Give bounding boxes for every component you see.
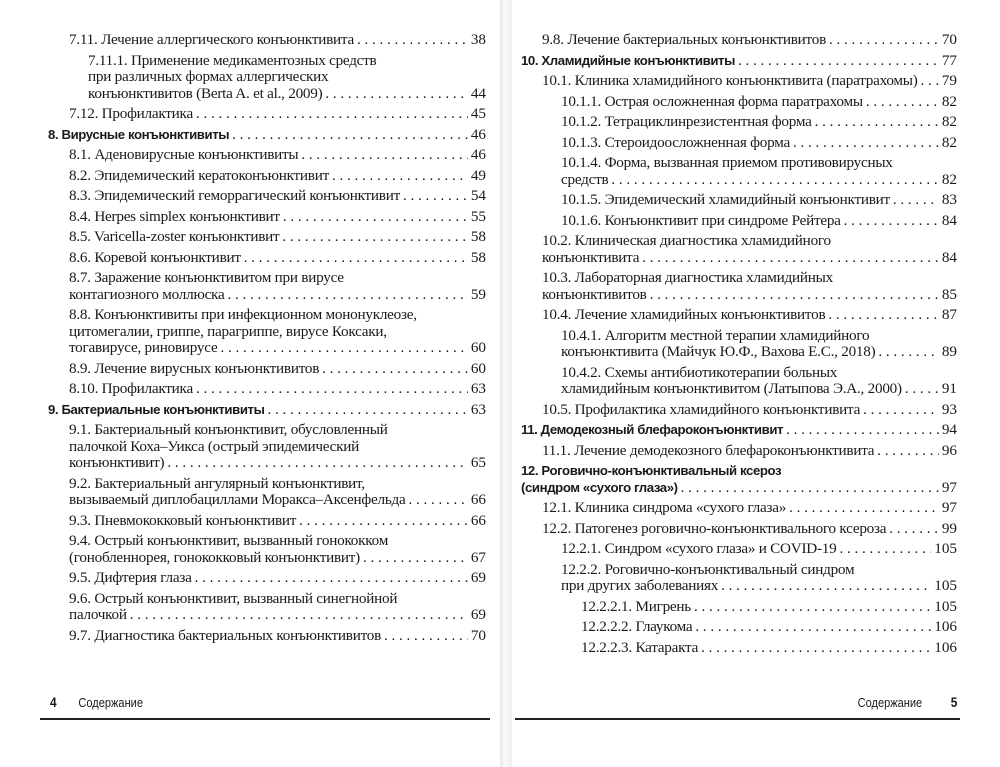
entry-page-number: 70 (941, 31, 957, 48)
dot-leader (283, 209, 468, 226)
entry-title-line: 10.5. Профилактика хламидийного конъюнктивита (542, 400, 861, 418)
entry-title-line: 12.2.2.1. Мигрень (581, 597, 691, 615)
dot-leader (863, 402, 939, 419)
toc-entry (48, 570, 486, 587)
dot-leader (681, 480, 939, 497)
entry-page-number: 89 (941, 343, 957, 360)
entry-last-line (69, 188, 486, 205)
toc-entry (521, 500, 957, 517)
dot-leader (839, 541, 931, 558)
entry-page-number: 77 (941, 51, 957, 69)
entry-last-line (69, 147, 486, 164)
entry-page-number: 99 (941, 519, 957, 537)
dot-leader (793, 135, 939, 152)
entry-title-line: 9.1. Бактериальный конъюнктивит, обусловленный (69, 421, 388, 438)
entry-last-line (561, 541, 957, 558)
entry-title-line: 8.2. Эпидемический кератоконъюнктивит (69, 166, 329, 184)
toc-entry (48, 533, 486, 566)
toc-entry (48, 53, 486, 103)
entry-last-line (521, 480, 957, 497)
entry-last-line (581, 619, 957, 636)
right-page-toc (521, 32, 957, 660)
dot-leader (244, 250, 468, 267)
entry-page-number: 84 (941, 211, 957, 229)
toc-entry (521, 619, 957, 636)
dot-leader (828, 307, 938, 324)
entry-title-line: 10.1.1. Острая осложненная форма паратрахомы (561, 92, 863, 110)
entry-page-number: 38 (470, 31, 486, 48)
entry-last-line (542, 402, 957, 419)
entry-page-number: 58 (470, 228, 486, 245)
entry-page-number: 63 (470, 400, 486, 418)
toc-entry (521, 599, 957, 616)
entry-title-line: цитомегалии, гриппе, парагриппе, вирусе Коксаки, (69, 322, 387, 340)
toc-entry (521, 32, 957, 49)
dot-leader (844, 213, 939, 230)
entry-last-line (561, 172, 957, 189)
entry-title-line: 10. Хламидийные конъюнктивиты (521, 52, 735, 68)
entry-title-line: 12.1. Клиника синдрома «сухого глаза» (542, 499, 787, 516)
entry-page-number: 63 (470, 380, 486, 397)
entry-last-line (69, 381, 486, 398)
entry-title-line: 9.3. Пневмококковый конъюнктивит (69, 511, 297, 529)
toc-entry (521, 541, 957, 558)
toc-chapter-entry (48, 127, 486, 144)
entry-title-line: 8.8. Конъюнктивиты при инфекционном мононуклеозе, (69, 306, 417, 323)
left-page-toc (48, 32, 486, 648)
entry-title-line: 10.1.4. Форма, вызванная приемом противовирусных (561, 154, 893, 171)
entry-title-line: конъюнктивитов (542, 285, 647, 303)
dot-leader (829, 32, 939, 49)
entry-page-number: 60 (470, 359, 486, 377)
dot-leader (789, 500, 939, 517)
entry-last-line (69, 106, 486, 123)
entry-page-number: 91 (941, 380, 957, 397)
entry-title-line: 7.12. Профилактика (69, 105, 193, 122)
entry-title-line: конъюнктивита (Майчук Ю.Ф., Вахова Е.С., 2018) (561, 343, 876, 360)
entry-title-line: при различных формах аллергических (88, 68, 329, 85)
entry-title-line: 10.1.6. Конъюнктивит при синдроме Рейтера (561, 211, 841, 229)
toc-chapter-entry (521, 53, 957, 70)
entry-last-line (48, 402, 486, 419)
entry-page-number: 83 (941, 191, 957, 208)
toc-entry (521, 213, 957, 230)
entry-last-line (561, 94, 957, 111)
dot-leader (650, 287, 939, 304)
dot-leader (325, 86, 467, 103)
entry-last-line (561, 213, 957, 230)
entry-page-number: 46 (470, 146, 486, 163)
footer-rule (515, 718, 960, 720)
toc-entry (521, 328, 957, 361)
toc-entry (48, 307, 486, 357)
entry-title-line: 10.1. Клиника хламидийного конъюнктивита (паратрахомы) (542, 72, 918, 89)
entry-title-line: 8.6. Коревой конъюнктивит (69, 248, 241, 266)
entry-title-line: конъюнктивит) (69, 454, 165, 471)
dot-leader (611, 172, 938, 189)
toc-entry (48, 250, 486, 267)
entry-last-line (542, 32, 957, 49)
toc-entry (521, 94, 957, 111)
left-page-footer (50, 694, 143, 710)
entry-page-number: 97 (941, 478, 957, 496)
toc-entry (48, 147, 486, 164)
toc-entry (521, 155, 957, 188)
entry-page-number: 66 (470, 511, 486, 529)
entry-last-line (69, 32, 486, 49)
dot-leader (905, 381, 939, 398)
entry-title-line: 12. Роговично-конъюнктивальный ксероз (521, 463, 782, 478)
entry-page-number: 70 (470, 626, 486, 644)
entry-page-number: 69 (470, 606, 486, 623)
entry-title-line: контагиозного моллюска (69, 285, 225, 303)
dot-leader (384, 628, 468, 645)
entry-title-line: 9.5. Дифтерия глаза (69, 569, 192, 586)
entry-page-number: 55 (470, 207, 486, 225)
entry-title-line: 10.2. Клиническая диагностика хламидийного (542, 232, 831, 249)
entry-title-line: 11. Демодекозный блефароконъюнктивит (521, 422, 784, 437)
toc-entry (48, 188, 486, 205)
entry-last-line (69, 168, 486, 185)
entry-title-line: средств (561, 170, 609, 188)
entry-last-line (581, 599, 957, 616)
toc-entry (521, 73, 957, 90)
entry-title-line: 8.3. Эпидемический геморрагический конъюнктивит (69, 187, 400, 204)
entry-title-line: 9.8. Лечение бактериальных конъюнктивитов (542, 31, 827, 48)
toc-entry (521, 307, 957, 324)
entry-last-line (69, 287, 486, 304)
entry-title-line: тогавирусе, риновирусе (69, 339, 218, 356)
entry-title-line: 8.1. Аденовирусные конъюнктивиты (69, 146, 299, 163)
entry-title-line: 10.4.2. Схемы антибиотикотерапии больных (561, 363, 838, 381)
entry-title-line: 9.7. Диагностика бактериальных конъюнктивитов (69, 626, 382, 644)
entry-page-number: 106 (934, 638, 957, 656)
entry-title-line: 8.10. Профилактика (69, 380, 193, 397)
entry-last-line (542, 443, 957, 460)
entry-page-number: 49 (470, 166, 486, 184)
toc-chapter-entry (48, 402, 486, 419)
entry-title-line: 10.1.2. Тетрациклинрезистентная форма (561, 113, 812, 130)
entry-page-number: 97 (941, 499, 957, 516)
entry-title-line: 10.1.3. Стероидоосложненная форма (561, 133, 790, 151)
dot-leader (220, 340, 467, 357)
entry-title-line: 10.4. Лечение хламидийных конъюнктивитов (542, 306, 826, 323)
dot-leader (878, 344, 938, 361)
dot-leader (227, 287, 467, 304)
entry-last-line (521, 422, 957, 439)
dot-leader (815, 114, 939, 131)
entry-page-number: 94 (941, 421, 957, 438)
dot-leader (408, 492, 467, 509)
entry-title-line: конъюнктивитов (Berta A. et al., 2009) (88, 84, 323, 102)
entry-last-line (69, 209, 486, 226)
toc-entry (48, 168, 486, 185)
right-page-footer (857, 694, 957, 710)
dot-leader (738, 53, 939, 70)
toc-entry (48, 422, 486, 472)
entry-title-line: 8.5. Varicella-zoster конъюнктивит (69, 228, 280, 245)
entry-page-number: 45 (470, 105, 486, 122)
dot-leader (332, 168, 468, 185)
entry-title-line: 7.11.1. Применение медикаментозных средств (88, 51, 377, 69)
entry-page-number: 65 (470, 454, 486, 471)
entry-page-number: 105 (934, 577, 957, 594)
entry-last-line (542, 307, 957, 324)
dot-leader (921, 73, 939, 90)
entry-title-line: 9.2. Бактериальный ангулярный конъюнктивит, (69, 474, 365, 492)
dot-leader (301, 147, 467, 164)
dot-leader (893, 192, 939, 209)
entry-page-number: 59 (470, 285, 486, 303)
entry-last-line (542, 287, 957, 304)
entry-last-line (69, 361, 486, 378)
toc-entry (521, 402, 957, 419)
entry-page-number: 79 (941, 72, 957, 89)
toc-entry (48, 591, 486, 624)
entry-page-number: 82 (941, 92, 957, 110)
toc-entry (521, 135, 957, 152)
dot-leader (403, 188, 468, 205)
entry-title-line: 12.2.1. Синдром «сухого глаза» и COVID-19 (561, 540, 837, 557)
entry-title-line: палочкой (69, 606, 127, 623)
entry-page-number: 58 (470, 248, 486, 266)
entry-title-line: 12.2.2. Роговично-конъюнктивальный синдром (561, 560, 855, 578)
entry-title-line: 9.6. Острый конъюнктивит, вызванный синегнойной (69, 589, 398, 607)
dot-leader (196, 106, 468, 123)
entry-last-line (561, 381, 957, 398)
dot-leader (322, 361, 468, 378)
toc-chapter-entry (521, 422, 957, 439)
toc-entry (521, 562, 957, 595)
entry-title-line: 10.3. Лабораторная диагностика хламидийных (542, 269, 833, 286)
entry-title-line: (гонобленнорея, гонококковый конъюнктивит) (69, 548, 360, 566)
dot-leader (866, 94, 939, 111)
dot-leader (721, 578, 931, 595)
entry-last-line (69, 607, 486, 624)
dot-leader (196, 381, 468, 398)
toc-entry (521, 270, 957, 303)
dot-leader (695, 619, 931, 636)
toc-entry (521, 192, 957, 209)
entry-last-line (69, 492, 486, 509)
entry-title-line: 10.4.1. Алгоритм местной терапии хламидийного (561, 326, 870, 344)
entry-last-line (561, 192, 957, 209)
entry-last-line (69, 570, 486, 587)
dot-leader (877, 443, 939, 460)
dot-leader (642, 250, 939, 267)
entry-title-line: вызываемый диплобациллами Моракса–Аксенфельда (69, 491, 406, 508)
entry-title-line: конъюнктивита (542, 248, 640, 266)
entry-last-line (69, 340, 486, 357)
toc-entry (48, 106, 486, 123)
entry-page-number: 67 (470, 548, 486, 566)
entry-title-line: палочкой Коха–Уикса (острый эпидемический (69, 437, 360, 455)
entry-page-number: 82 (941, 170, 957, 188)
entry-last-line (48, 127, 486, 144)
entry-last-line (561, 344, 957, 361)
entry-title-line: 8.9. Лечение вирусных конъюнктивитов (69, 359, 320, 377)
dot-leader (195, 570, 468, 587)
entry-page-number: 82 (941, 133, 957, 151)
toc-entry (48, 476, 486, 509)
entry-title-line: 8.4. Herpes simplex конъюнктивит (69, 207, 280, 225)
toc-entry (521, 521, 957, 538)
entry-title-line: 9.4. Острый конъюнктивит, вызванный гонококком (69, 532, 389, 549)
entry-title-line: хламидийным конъюнктивитом (Латыпова Э.А., 2000) (561, 380, 902, 397)
toc-entry (521, 443, 957, 460)
toc-entry (521, 114, 957, 131)
entry-last-line (69, 455, 486, 472)
entry-title-line: 12.2. Патогенез роговично-конъюнктивального ксероза (542, 519, 887, 537)
entry-page-number: 93 (941, 400, 957, 418)
entry-page-number: 87 (941, 306, 957, 323)
entry-last-line (69, 513, 486, 530)
entry-page-number: 60 (470, 339, 486, 356)
entry-title-line: 7.11. Лечение аллергического конъюнктивита (69, 31, 354, 48)
entry-last-line (69, 550, 486, 567)
toc-entry (521, 365, 957, 398)
entry-page-number: 106 (934, 618, 957, 635)
dot-leader (701, 640, 931, 657)
dot-leader (299, 513, 468, 530)
entry-title-line: 11.1. Лечение демодекозного блефароконъюнктивита (542, 441, 875, 459)
dot-leader (786, 422, 939, 439)
entry-title-line: 12.2.2.3. Катаракта (581, 638, 699, 656)
entry-page-number: 46 (470, 125, 486, 143)
entry-title-line: 9. Бактериальные конъюнктивиты (48, 401, 265, 417)
entry-last-line (542, 250, 957, 267)
entry-last-line (561, 114, 957, 131)
entry-last-line (542, 500, 957, 517)
toc-entry (521, 233, 957, 266)
entry-page-number: 44 (470, 84, 486, 102)
running-title: Содержание (78, 695, 143, 710)
entry-page-number: 96 (941, 441, 957, 459)
entry-page-number: 54 (470, 187, 486, 204)
entry-page-number: 69 (470, 569, 486, 586)
page-number: 5 (950, 694, 957, 710)
dot-leader (889, 521, 939, 538)
entry-last-line (581, 640, 957, 657)
entry-title-line: при других заболеваниях (561, 577, 719, 594)
footer-rule (40, 718, 490, 720)
entry-title-line: 12.2.2.2. Глаукома (581, 618, 693, 635)
book-gutter (500, 0, 512, 767)
dot-leader (232, 127, 468, 144)
toc-entry (48, 270, 486, 303)
entry-page-number: 105 (934, 597, 957, 615)
entry-last-line (561, 578, 957, 595)
entry-page-number: 82 (941, 113, 957, 130)
dot-leader (167, 455, 467, 472)
entry-last-line (69, 229, 486, 246)
toc-entry (48, 628, 486, 645)
entry-last-line (88, 86, 486, 103)
dot-leader (694, 599, 931, 616)
toc-entry (48, 32, 486, 49)
entry-last-line (69, 250, 486, 267)
entry-page-number: 105 (934, 540, 957, 557)
entry-title-line: 8.7. Заражение конъюнктивитом при вирусе (69, 269, 344, 286)
toc-entry (48, 209, 486, 226)
entry-last-line (521, 53, 957, 70)
dot-leader (363, 550, 468, 567)
entry-title-line: 8. Вирусные конъюнктивиты (48, 126, 230, 142)
entry-last-line (542, 73, 957, 90)
dot-leader (357, 32, 468, 49)
entry-last-line (542, 521, 957, 538)
toc-entry (48, 229, 486, 246)
toc-entry (521, 640, 957, 657)
dot-leader (130, 607, 468, 624)
toc-entry (48, 361, 486, 378)
entry-last-line (561, 135, 957, 152)
entry-last-line (69, 628, 486, 645)
toc-entry (48, 513, 486, 530)
entry-page-number: 66 (470, 491, 486, 508)
dot-leader (282, 229, 467, 246)
entry-page-number: 84 (941, 248, 957, 266)
page-number: 4 (50, 694, 57, 710)
running-title: Содержание (857, 695, 922, 710)
entry-title-line: 10.1.5. Эпидемический хламидийный конъюнктивит (561, 191, 890, 208)
entry-title-line: (синдром «сухого глаза») (521, 479, 678, 495)
entry-page-number: 85 (941, 285, 957, 303)
toc-entry (48, 381, 486, 398)
toc-chapter-entry (521, 463, 957, 496)
dot-leader (267, 402, 467, 419)
